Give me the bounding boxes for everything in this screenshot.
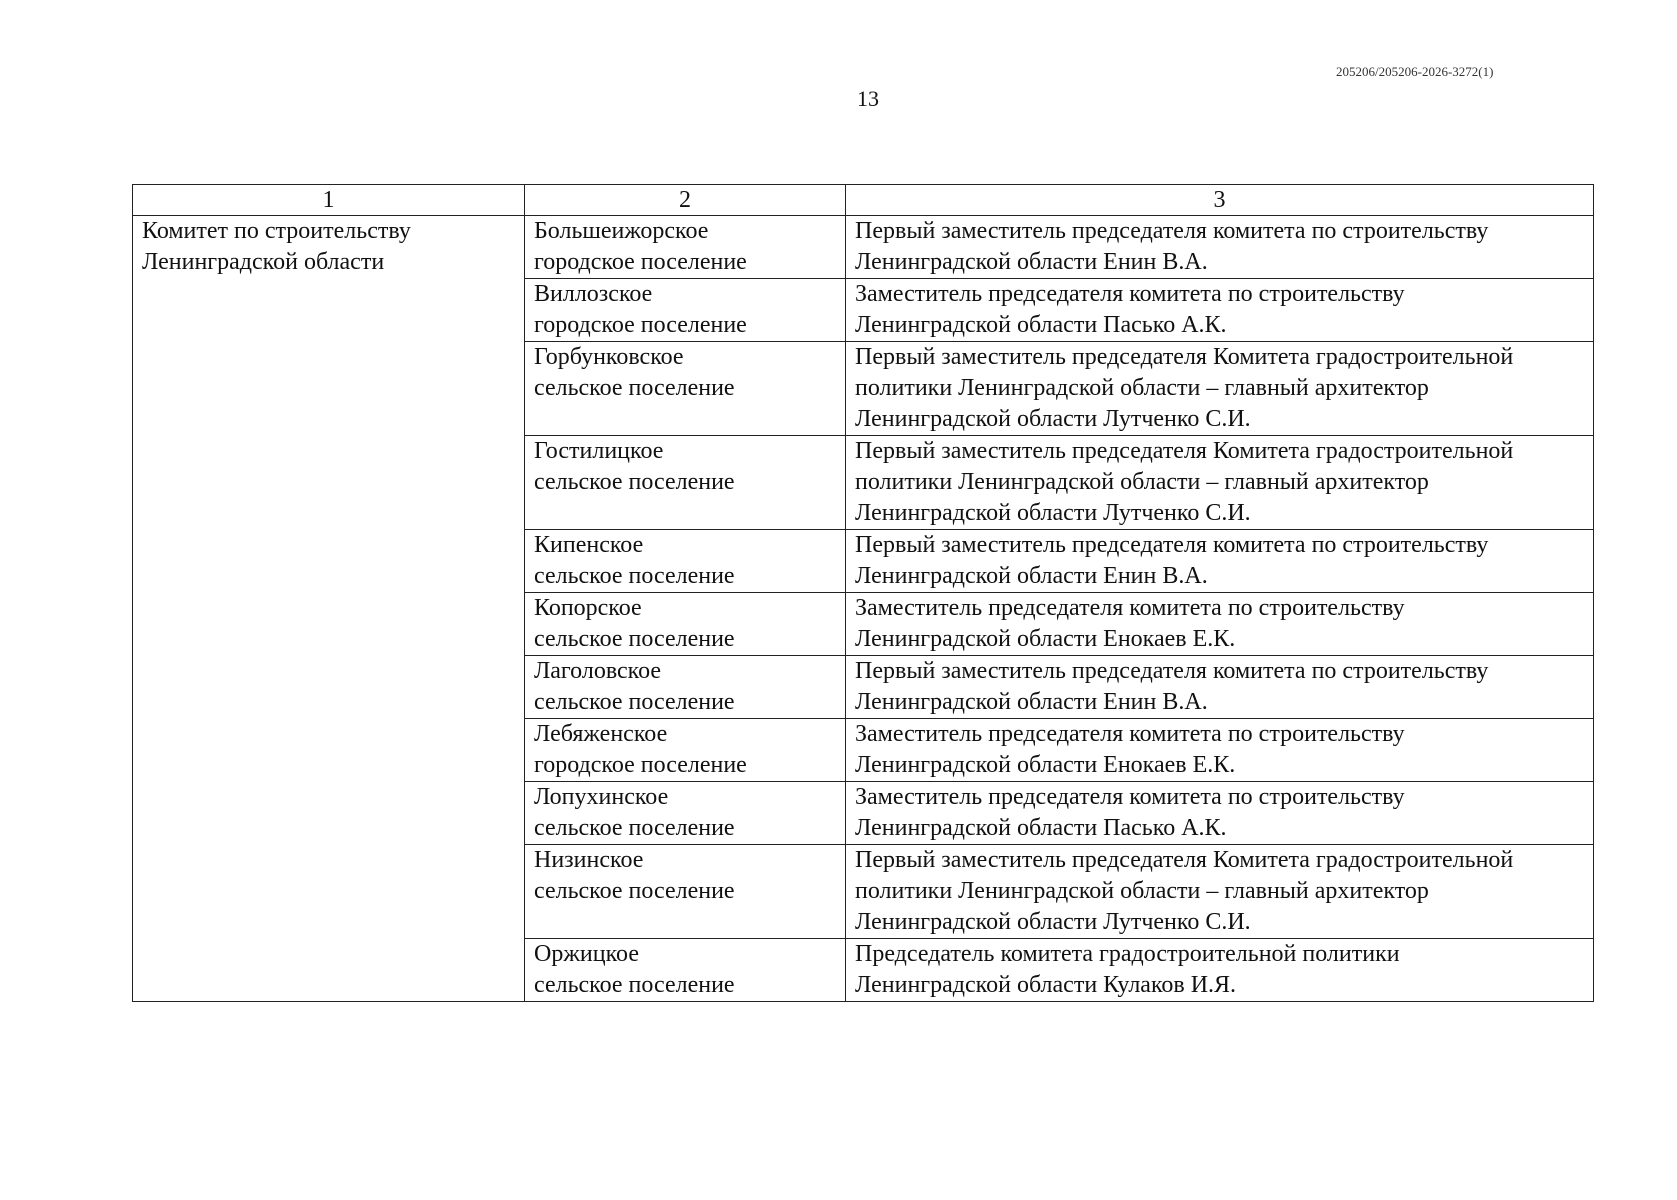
responsibility-table	[132, 184, 1594, 1002]
official-cell	[846, 436, 1594, 530]
settlement-line: сельское поселение	[534, 626, 735, 652]
official-cell	[846, 593, 1594, 656]
official-line: Первый заместитель председателя комитета по строительству	[855, 218, 1489, 244]
settlement-cell	[525, 845, 846, 939]
settlement-line: сельское поселение	[534, 689, 735, 715]
settlement-line: Лопухинское	[534, 784, 669, 810]
official-line: Ленинградской области Кулаков И.Я.	[855, 972, 1237, 998]
settlement-line: Оржицкое	[534, 941, 639, 967]
settlement-line: Виллозское	[534, 281, 653, 307]
official-line: политики Ленинградской области – главный архитектор	[855, 375, 1429, 401]
settlement-cell	[525, 342, 846, 436]
column-header: 3	[846, 185, 1594, 216]
settlement-line: Гостилицкое	[534, 438, 664, 464]
official-line: Председатель комитета градостроительной политики	[855, 941, 1400, 967]
official-line: политики Ленинградской области – главный архитектор	[855, 469, 1429, 495]
settlement-line: сельское поселение	[534, 563, 735, 589]
official-line: Заместитель председателя комитета по строительству	[855, 784, 1405, 810]
settlement-line: Низинское	[534, 847, 644, 873]
committee-line: Комитет по строительству	[142, 218, 411, 244]
settlement-line: Лебяженское	[534, 721, 668, 747]
settlement-cell	[525, 216, 846, 279]
official-line: Ленинградской области Лутченко С.И.	[855, 406, 1251, 432]
document-id: 205206/205206-2026-3272(1)	[1336, 64, 1494, 79]
settlement-cell	[525, 782, 846, 845]
committee-line: Ленинградской области	[142, 249, 385, 275]
official-cell	[846, 939, 1594, 1002]
settlement-cell	[525, 436, 846, 530]
official-cell	[846, 530, 1594, 593]
settlement-cell	[525, 593, 846, 656]
official-line: Первый заместитель председателя Комитета градостроительной	[855, 344, 1514, 370]
official-cell	[846, 656, 1594, 719]
official-cell	[846, 782, 1594, 845]
settlement-line: сельское поселение	[534, 375, 735, 401]
official-line: Ленинградской области Енин В.А.	[855, 563, 1208, 589]
official-cell	[846, 216, 1594, 279]
official-line: Первый заместитель председателя Комитета градостроительной	[855, 438, 1514, 464]
table-body	[133, 216, 1594, 1002]
official-line: Заместитель председателя комитета по строительству	[855, 281, 1405, 307]
official-line: Ленинградской области Пасько А.К.	[855, 312, 1227, 338]
column-header: 2	[525, 185, 846, 216]
official-cell	[846, 279, 1594, 342]
committee-cell	[133, 216, 525, 1002]
page-number: 13	[857, 86, 879, 111]
official-line: Ленинградской области Енокаев Е.К.	[855, 752, 1236, 778]
official-line: Ленинградской области Енин В.А.	[855, 249, 1208, 275]
official-line: Заместитель председателя комитета по строительству	[855, 595, 1405, 621]
official-cell	[846, 845, 1594, 939]
settlement-cell	[525, 719, 846, 782]
settlement-line: сельское поселение	[534, 878, 735, 904]
official-line: Первый заместитель председателя комитета по строительству	[855, 532, 1489, 558]
settlement-cell	[525, 656, 846, 719]
settlement-line: Горбунковское	[534, 344, 684, 370]
settlement-line: сельское поселение	[534, 972, 735, 998]
settlement-line: Большеижорское	[534, 218, 709, 244]
official-line: Ленинградской области Лутченко С.И.	[855, 909, 1251, 935]
table-header-row	[133, 185, 1594, 216]
official-line: Первый заместитель председателя комитета по строительству	[855, 658, 1489, 684]
settlement-line: городское поселение	[534, 752, 747, 778]
official-line: политики Ленинградской области – главный архитектор	[855, 878, 1429, 904]
table-row	[133, 216, 1594, 279]
official-line: Заместитель председателя комитета по строительству	[855, 721, 1405, 747]
official-line: Ленинградской области Пасько А.К.	[855, 815, 1227, 841]
settlement-line: городское поселение	[534, 312, 747, 338]
settlement-line: сельское поселение	[534, 469, 735, 495]
official-line: Ленинградской области Енин В.А.	[855, 689, 1208, 715]
settlement-line: Копорское	[534, 595, 642, 621]
settlement-cell	[525, 530, 846, 593]
official-cell	[846, 719, 1594, 782]
settlement-line: городское поселение	[534, 249, 747, 275]
column-header: 1	[133, 185, 525, 216]
settlement-cell	[525, 939, 846, 1002]
settlement-line: Кипенское	[534, 532, 644, 558]
official-line: Первый заместитель председателя Комитета градостроительной	[855, 847, 1514, 873]
settlement-cell	[525, 279, 846, 342]
settlement-line: сельское поселение	[534, 815, 735, 841]
official-line: Ленинградской области Лутченко С.И.	[855, 500, 1251, 526]
official-cell	[846, 342, 1594, 436]
settlement-line: Лаголовское	[534, 658, 662, 684]
official-line: Ленинградской области Енокаев Е.К.	[855, 626, 1236, 652]
